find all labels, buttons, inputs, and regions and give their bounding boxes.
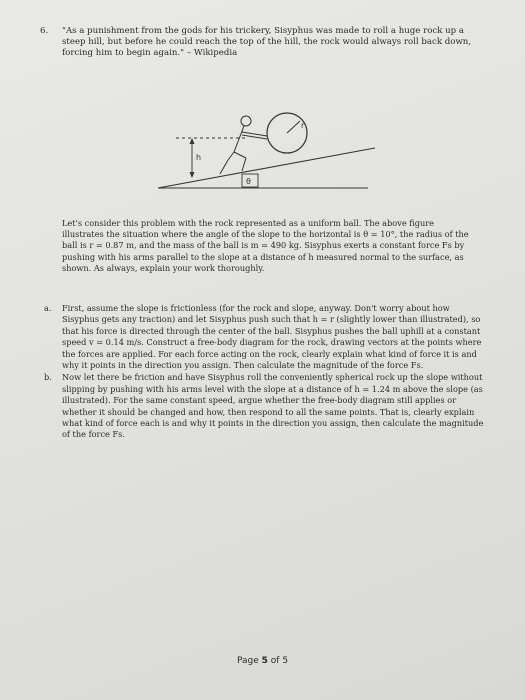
page-footer bbox=[0, 656, 525, 666]
slope-line bbox=[158, 148, 375, 188]
sisyphus-stick-figure bbox=[220, 116, 267, 174]
h-arrow-head-top bbox=[190, 138, 195, 144]
footer-page-word: Page bbox=[236, 656, 259, 666]
footer-total-pages: 5 bbox=[282, 656, 289, 666]
intro-paragraph: Let's consider this problem with the rock represented as a uniform ball. The above figure illustrates the situation where the angle of the slope to the horizontal is θ = 10°, the radius of the ball is r = 0.87 m, and the mass of the ball is m = 490 kg. Sisyphus exerts a constant force Fs by pushing with his arms parallel to the slope at a distance of h measured normal to the surface, as shown. As always, explain your work thoroughly. bbox=[62, 218, 469, 273]
h-label: h bbox=[196, 153, 202, 162]
part-b bbox=[44, 372, 484, 440]
part-a-text: First, assume the slope is frictionless (for the rock and slope, anyway. Don't worry about how Sisyphus gets any traction) and let Sisyphus push such that h = r (slightly lower than illustrated), so that his force is directed through the center of the ball. Sisyphus pushes the ball uphill at a constant speed v = 0.14 m/s. Construct a free-body diagram for the rock, drawing vectors at the points where the forces are applied. For each force acting on the rock, clearly explain what kind of force it is and why it points in the direction you assign. Then calculate the magnitude of the force Fs. bbox=[62, 303, 482, 371]
footer-of-word: of bbox=[270, 656, 280, 666]
question-parts bbox=[44, 303, 484, 442]
part-a bbox=[44, 303, 484, 371]
problem-statement bbox=[40, 26, 480, 59]
part-b-label: b. bbox=[44, 372, 52, 383]
h-arrow-head-bottom bbox=[190, 172, 195, 178]
part-a-label: a. bbox=[44, 303, 52, 313]
figure-svg bbox=[150, 108, 380, 200]
radius-line bbox=[287, 121, 300, 133]
problem-number: 6. bbox=[40, 26, 49, 36]
footer-current-page: 5 bbox=[261, 656, 268, 666]
problem-quote: "As a punishment from the gods for his trickery, Sisyphus was made to roll a huge rock up a steep hill, but before he could reach the top of the hill, the rock would always roll back down, forcing him to begin again." – Wikipedia bbox=[62, 26, 472, 58]
sisyphus-figure bbox=[150, 108, 380, 200]
theta-label: θ bbox=[246, 177, 251, 186]
part-b-text: Now let there be friction and have Sisyphus roll the conveniently spherical rock up the slope without slipping by pushing with his arms level with the slope at a distance of h = 1.24 m above the slope (as illustrated). For the same constant speed, argue whether the free-body diagram still applies or whether it should be changed and how, then respond to all the same points. That is, clearly explain what kind of force each is and why it points in the direction you assign, then calculate the magnitude of the force Fs. bbox=[62, 372, 484, 440]
r-label: r bbox=[301, 121, 305, 130]
